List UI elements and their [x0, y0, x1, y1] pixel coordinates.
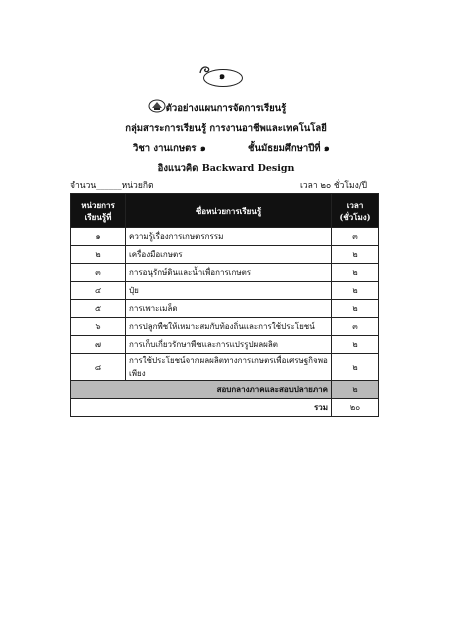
unit-hours: ๓	[332, 228, 379, 246]
page-number: ๑	[218, 71, 226, 82]
credit-units-label: จำนวน______หน่วยกิต	[70, 181, 154, 191]
unit-number: ๓	[71, 264, 126, 282]
unit-name: การปลูกพืชให้เหมาะสมกับท้องถิ่นและการใช้ประโยชน์	[126, 318, 332, 336]
unit-hours: ๒	[332, 264, 379, 282]
unit-name: การเพาะเมล็ด	[126, 300, 332, 318]
column-header-hours: เวลา (ชั่วโมง)	[332, 194, 379, 228]
learning-area-heading: กลุ่มสาระการเรียนรู้ การงานอาชีพและเทคโนโลยี	[125, 123, 327, 134]
table-row	[71, 228, 379, 246]
unit-hours: ๒	[332, 300, 379, 318]
unit-hours: ๒	[332, 336, 379, 354]
total-label: รวม	[71, 399, 332, 417]
unit-name: ปุ๋ย	[126, 282, 332, 300]
unit-name: การอนุรักษ์ดินและน้ำเพื่อการเกษตร	[126, 264, 332, 282]
learning-units-table	[70, 193, 379, 417]
unit-name: เครื่องมือเกษตร	[126, 246, 332, 264]
column-header-unit-no: หน่วยการเรียนรู้ที่	[71, 194, 126, 228]
table-row	[71, 318, 379, 336]
table-row	[71, 282, 379, 300]
design-approach-heading: อิงแนวคิด Backward Design	[157, 163, 295, 174]
unit-number: ๒	[71, 246, 126, 264]
table-row	[71, 264, 379, 282]
column-header-unit-name: ชื่อหน่วยการเรียนรู้	[126, 194, 332, 228]
total-row	[71, 399, 379, 417]
unit-name: ความรู้เรื่องการเกษตรกรรม	[126, 228, 332, 246]
unit-hours: ๒	[332, 354, 379, 381]
exam-row	[71, 381, 379, 399]
table-row	[71, 246, 379, 264]
unit-hours: ๓	[332, 318, 379, 336]
unit-number: ๑	[71, 228, 126, 246]
unit-number: ๔	[71, 282, 126, 300]
unit-number: ๗	[71, 336, 126, 354]
unit-number: ๕	[71, 300, 126, 318]
time-per-year-label: เวลา ๒๐ ชั่วโมง/ปี	[300, 181, 367, 191]
total-hours: ๒๐	[332, 399, 379, 417]
unit-name: การใช้ประโยชน์จากผลผลิตทางการเกษตรเพื่อเศรษฐกิจพอเพียง	[126, 354, 332, 381]
table-row	[71, 300, 379, 318]
unit-hours: ๒	[332, 246, 379, 264]
table-header-row	[71, 194, 379, 228]
unit-name: การเก็บเกี่ยวรักษาพืชและการแปรรูปผลผลิต	[126, 336, 332, 354]
page-number-badge	[199, 65, 245, 87]
unit-number: ๘	[71, 354, 126, 381]
table-row	[71, 336, 379, 354]
subject-heading: วิชา งานเกษตร ๑	[133, 143, 206, 154]
grade-heading: ชั้นมัธยมศึกษาปีที่ ๑	[248, 143, 330, 154]
unit-hours: ๒	[332, 282, 379, 300]
exam-label: สอบกลางภาคและสอบปลายภาค	[71, 381, 332, 399]
exam-hours: ๒	[332, 381, 379, 399]
unit-number: ๖	[71, 318, 126, 336]
document-title: ตัวอย่างแผนการจัดการเรียนรู้	[165, 103, 287, 114]
table-row	[71, 354, 379, 381]
